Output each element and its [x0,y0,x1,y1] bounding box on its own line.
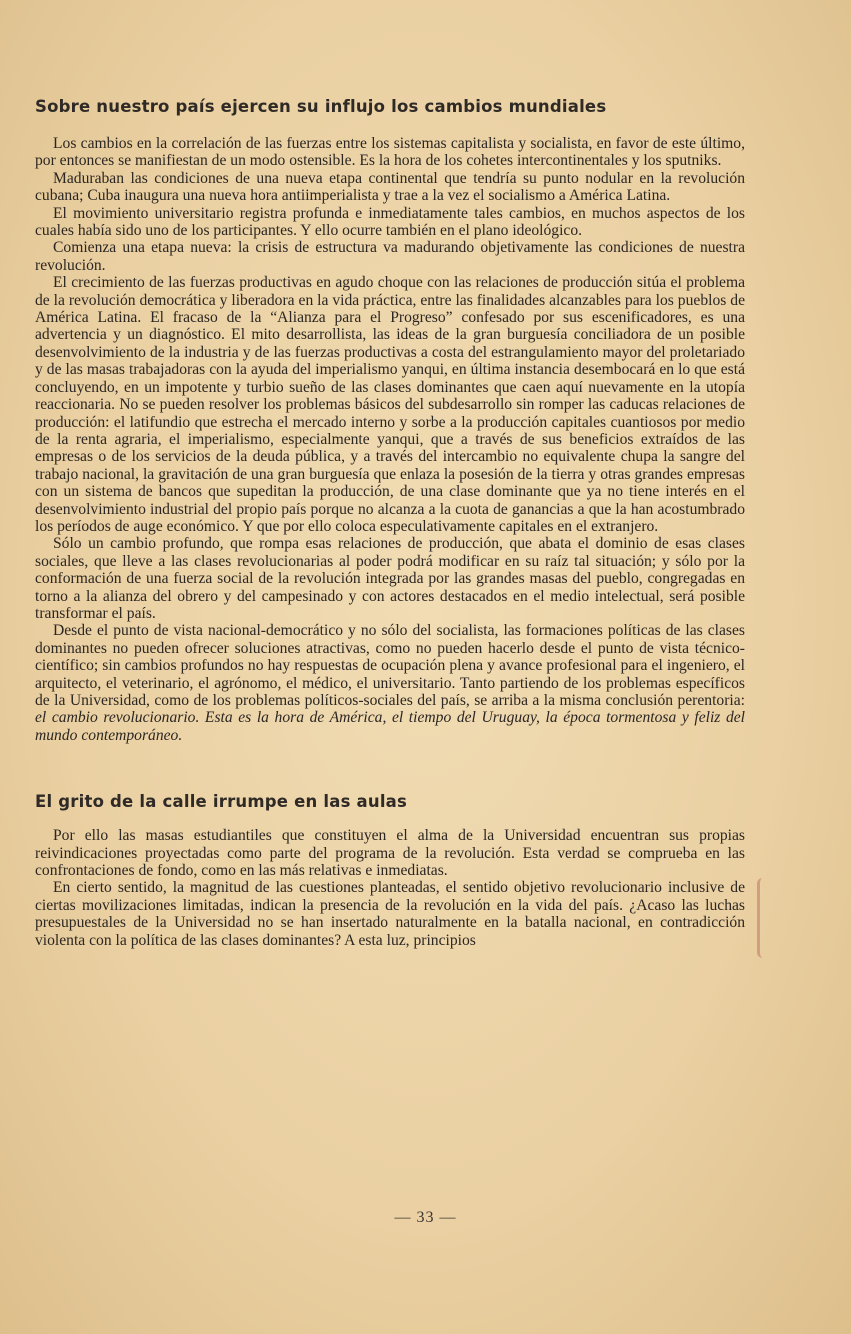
section-heading-2: El grito de la calle irrumpe en las aulas [35,792,408,812]
section-heading-1: Sobre nuestro país ejercen su influjo los cambios mundiales [35,97,607,116]
paragraph: Maduraban las condiciones de una nueva etapa continental que tendría su punto nodular en la revolución cubana; Cuba inaugura una nueva hora antiimperialista y trae a la vez el socialismo a América Latina. [35,169,745,205]
paragraph: El crecimiento de las fuerzas productivas en agudo choque con las relaciones de producción sitúa el problema de la revolución democrática y liberadora en la vida práctica, entre las finalidades alcanzables para los pueblos de América Latina. El fracaso de la “Alianza para el Progreso” confesado por sus escenificadores, es una advertencia y un diagnóstico. El mito desarrollista, las ideas de la gran burguesía conciliadora de un posible desenvolvimiento de la industria y de las fuerzas productivas a costa del estrangulamiento mayor del proletariado y de las masas trabajadoras con la ayuda del imperialismo yanqui, en última instancia desembocará en lo que está concluyendo, en un impotente y turbio sueño de las clases dominantes que caen aquí nuevamente en la utopía reaccionaria. No se pueden resolver los problemas básicos del subdesarrollo sin romper las caducas relaciones de producción: el latifundio que estrecha el mercado interno y sorbe a la producción capitales cuantiosos por medio de la renta agraria, el imperialismo, especialmente yanqui, que a través de sus beneficios extraídos de las empresas o de los servicios de la deuda pública, y a través del intercambio no equivalente chupa la sangre del trabajo nacional, la gravitación de una gran burguesía que enlaza la posesión de la tierra y otras grandes empresas con un sistema de bancos que supeditan la producción, de una clase dominante que ya no tiene interés en el desenvolvimiento industrial del propio país porque no alcanza a la cuota de ganancias a que la han acostumbrado los períodos de auge económico. Y que por ello coloca especulativamente capitales en el extranjero. [35,274,745,535]
margin-pencil-mark [757,878,768,958]
paragraph-final-italic: el cambio revolucionario. Esta es la hora de América, el tiempo del Uruguay, la época tormentosa y feliz del mundo contemporáneo. [35,709,745,744]
paragraph-final-text: Desde el punto de vista nacional-democrático y no sólo del socialista, las formaciones políticas de las clases dominantes no pueden ofrecer soluciones atractivas, como no pueden hacerlo desde el punto de vista técnico-científico; sin cambios profundos no hay respuestas de ocupación plena y avance profesional para el ingeniero, el arquitecto, el veterinario, el agrónomo, el médico, el universitario. Tanto partiendo de los problemas específicos de la Universidad, como de los problemas políticos-sociales del país, se arriba a la misma conclusión perentoria: [35,622,745,709]
paragraph: Comienza una etapa nueva: la crisis de estructura va madurando objetivamente las condiciones de nuestra revolución. [35,239,745,274]
paragraph: Los cambios en la correlación de las fuerzas entre los sistemas capitalista y socialista, en favor de este último, por entonces se manifiestan de un modo ostensible. Es la hora de los cohetes intercontinentales y los sputniks. [35,135,745,170]
page-number: — 33 — [394,1209,457,1226]
paragraph: Sólo un cambio profundo, que rompa esas relaciones de producción, que abata el dominio de esas clases sociales, que lleve a las clases revolucionarias al poder podrá modificar en su raíz tal situación; y sólo por la conformación de una fuerza social de la revolución integrada por las grandes masas del pueblo, congregadas en torno a la alianza del obrero y del campesinado y con actores destacados en el medio intelectual, será posible transformar el país. [35,535,745,622]
paragraph: El movimiento universitario registra profunda e inmediatamente tales cambios, en muchos aspectos de los cuales había sido uno de los participantes. Y ello ocurre también en el plano ideológico. [35,204,745,240]
page-content [35,95,745,949]
paragraph: Por ello las masas estudiantiles que constituyen el alma de la Universidad encuentran sus propias reivindicaciones proyectadas como parte del programa de la revolución. Esta verdad se comprueba en las confrontaciones de fondo, como en las más relativas e inmediatas. [35,827,745,880]
paragraph-final [35,622,745,744]
paragraph: En cierto sentido, la magnitud de las cuestiones planteadas, el sentido objetivo revolucionario inclusive de ciertas movilizaciones limitadas, indican la presencia de la revolución en la vida del país. ¿Acaso las luchas presupuestales de la Universidad no se han insertado naturalmente en la batalla nacional, en contradicción violenta con la política de las clases dominantes? A esta luz, principios [35,879,745,949]
